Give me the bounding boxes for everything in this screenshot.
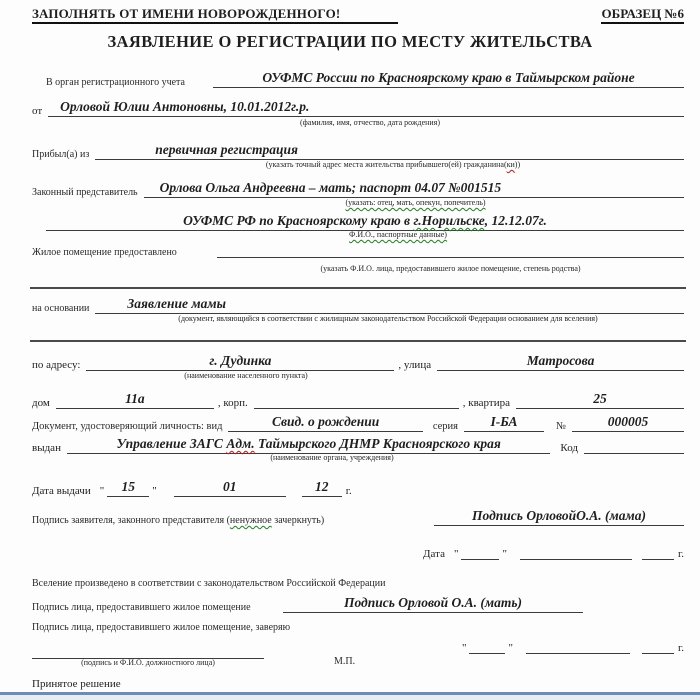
representative-passport-field[interactable]: ОУФМС РФ по Красноярскому краю в г.Норильске, 12.12.07г.	[46, 213, 684, 231]
number-field[interactable]: 000005	[572, 414, 684, 432]
house-field[interactable]: 11а	[56, 391, 214, 409]
official-date-year-field[interactable]	[642, 653, 674, 654]
grammar-mark: г.Норильске	[413, 213, 485, 228]
provider-signature-field[interactable]: Подпись Орловой О.А. (мать)	[283, 595, 583, 613]
basis-label: на основании	[32, 302, 90, 314]
street-field[interactable]: Матросова	[437, 353, 684, 371]
housing-provided-label: Жилое помещение предоставлено	[32, 247, 177, 258]
year-suffix: г.	[677, 642, 684, 654]
certify-row	[32, 622, 684, 633]
issued-caption: (наименование органа, учреждения)	[270, 453, 394, 462]
housing-caption: (указать Ф.И.О. лица, предоставившего жилое помещение, степень родства)	[320, 264, 581, 273]
quote-mark: "	[502, 548, 507, 560]
official-date-month-field[interactable]	[526, 653, 630, 654]
signature-date-row	[32, 548, 684, 560]
city-field[interactable]: г. Дудинка	[86, 353, 394, 371]
sample-number: ОБРАЗЕЦ №6	[601, 6, 684, 24]
date-day-field[interactable]	[461, 559, 499, 560]
quote-mark: "	[453, 548, 459, 560]
date-month-field[interactable]	[520, 559, 632, 560]
date-label: Дата	[423, 548, 445, 560]
house-label: дом	[32, 396, 50, 409]
movein-note: Вселение произведено в соответствии с законодательством Российской Федерации	[32, 578, 386, 589]
building-label: , корп.	[217, 396, 248, 409]
series-label: серия	[432, 420, 458, 432]
arrived-from-label: Прибыл(а) из	[32, 148, 90, 160]
basis-caption-row	[32, 315, 684, 324]
applicant-signature-label: Подпись заявителя, законного представителя (ненужное зачеркнуть)	[32, 514, 325, 526]
official-caption: (подпись и Ф.И.О. должностного лица)	[81, 658, 215, 667]
decision-label: Принятое решение	[32, 678, 121, 690]
address-label: по адресу:	[32, 358, 81, 371]
quote-mark: "	[99, 484, 105, 497]
quote-mark: "	[461, 642, 467, 654]
housing-provided-row	[32, 247, 684, 258]
applicant-signature-field[interactable]: Подпись ОрловойО.А. (мама)	[434, 508, 684, 526]
house-row	[32, 391, 684, 409]
apartment-label: , квартира	[462, 396, 510, 409]
housing-provided-field[interactable]	[217, 257, 684, 258]
document-header	[32, 6, 684, 24]
applicant-label: от	[32, 104, 43, 117]
official-signature-row	[32, 642, 684, 668]
year-suffix: г.	[677, 548, 684, 560]
passport-caption: Ф.И.О., паспортные данные)	[349, 230, 447, 239]
applicant-caption-row	[32, 119, 684, 128]
certify-label: Подпись лица, предоставившего жилое помещение, заверяю	[32, 622, 291, 633]
building-field[interactable]	[254, 408, 459, 409]
quote-mark: "	[508, 642, 513, 654]
grammar-mark: ненужное	[229, 514, 272, 526]
stamp-label: М.П.	[334, 656, 356, 667]
issued-by-row	[32, 436, 684, 454]
number-label: №	[555, 420, 566, 432]
applicant-row	[32, 99, 684, 117]
below-divider-area	[0, 695, 700, 700]
issue-month-field[interactable]: 01	[174, 479, 286, 497]
arrived-from-field[interactable]: первичная регистрация	[95, 142, 684, 160]
applicant-signature-row	[32, 508, 684, 526]
arrived-caption: (указать точный адрес места жительства прибывшего(ей) гражданина(ки))	[265, 160, 521, 169]
representative-caption-row	[32, 199, 684, 208]
series-field[interactable]: I-БА	[464, 414, 544, 432]
identity-document-label: Документ, удостоверяющий личность: вид	[32, 420, 223, 432]
passport-caption-row	[32, 231, 684, 240]
spellcheck-mark: Адм.	[226, 436, 255, 451]
issue-date-label: Дата выдачи	[32, 484, 91, 497]
legal-representative-field[interactable]: Орлова Ольга Андреевна – мать; паспорт 04.07 №001515	[144, 180, 684, 198]
issued-caption-row	[32, 454, 684, 463]
address-row	[32, 353, 684, 371]
date-year-field[interactable]	[642, 559, 674, 560]
issue-date-row	[32, 479, 684, 497]
official-date-day-field[interactable]	[469, 653, 505, 654]
arrived-from-row	[32, 142, 684, 160]
city-caption: (наименование населенного пункта)	[184, 371, 308, 380]
applicant-field[interactable]: Орловой Юлии Антоновны, 10.01.2012г.р.	[48, 99, 684, 117]
registration-authority-label: В орган регистрационного учета	[46, 76, 185, 88]
decision-row	[32, 678, 684, 690]
registration-authority-field[interactable]: ОУФМС России по Красноярскому краю в Таймырском районе	[213, 70, 684, 88]
issue-day-field[interactable]: 15	[107, 479, 149, 497]
year-suffix: г.	[345, 484, 352, 497]
document-type-field[interactable]: Свид. о рождении	[228, 414, 422, 432]
provider-signature-row	[32, 595, 684, 613]
issued-by-label: выдан	[32, 441, 61, 454]
basis-caption: (документ, являющийся в соответствии с жилищным законодательством Российской Федерации основанием для вселения)	[178, 314, 598, 323]
apartment-field[interactable]: 25	[516, 391, 684, 409]
basis-row	[32, 296, 684, 314]
arrived-caption-row	[32, 161, 684, 170]
registration-authority-row	[32, 70, 684, 88]
representative-caption: (указать: отец, мать, опекун, попечитель)	[345, 198, 486, 207]
city-caption-row	[32, 372, 684, 381]
legal-representative-row	[32, 180, 684, 198]
applicant-caption: (фамилия, имя, отчество, дата рождения)	[299, 118, 441, 127]
movein-note-row	[32, 578, 684, 589]
fill-warning-text: ЗАПОЛНЯТЬ ОТ ИМЕНИ НОВОРОЖДЕННОГО!	[32, 6, 398, 24]
housing-caption-row	[32, 265, 684, 274]
provider-signature-label: Подпись лица, предоставившего жилое помещение	[32, 601, 251, 613]
issue-year-field[interactable]: 12	[302, 479, 342, 497]
quote-mark: "	[152, 484, 157, 497]
code-label: Код	[560, 441, 578, 454]
spellcheck-mark: ки	[506, 160, 515, 169]
street-label: , улица	[398, 358, 432, 371]
issued-by-field[interactable]: Управление ЗАГС Адм. Таймырского ДНМР Красноярского края	[67, 436, 550, 454]
basis-field[interactable]: Заявление мамы	[95, 296, 684, 314]
section-divider	[30, 287, 686, 289]
identity-document-row	[32, 414, 684, 432]
representative-passport-row	[46, 213, 684, 231]
page-title: ЗАЯВЛЕНИЕ О РЕГИСТРАЦИИ ПО МЕСТУ ЖИТЕЛЬСТВА	[107, 32, 593, 51]
official-signature-field[interactable]	[32, 642, 264, 659]
section-divider	[30, 340, 686, 342]
legal-representative-label: Законный представитель	[32, 186, 138, 198]
